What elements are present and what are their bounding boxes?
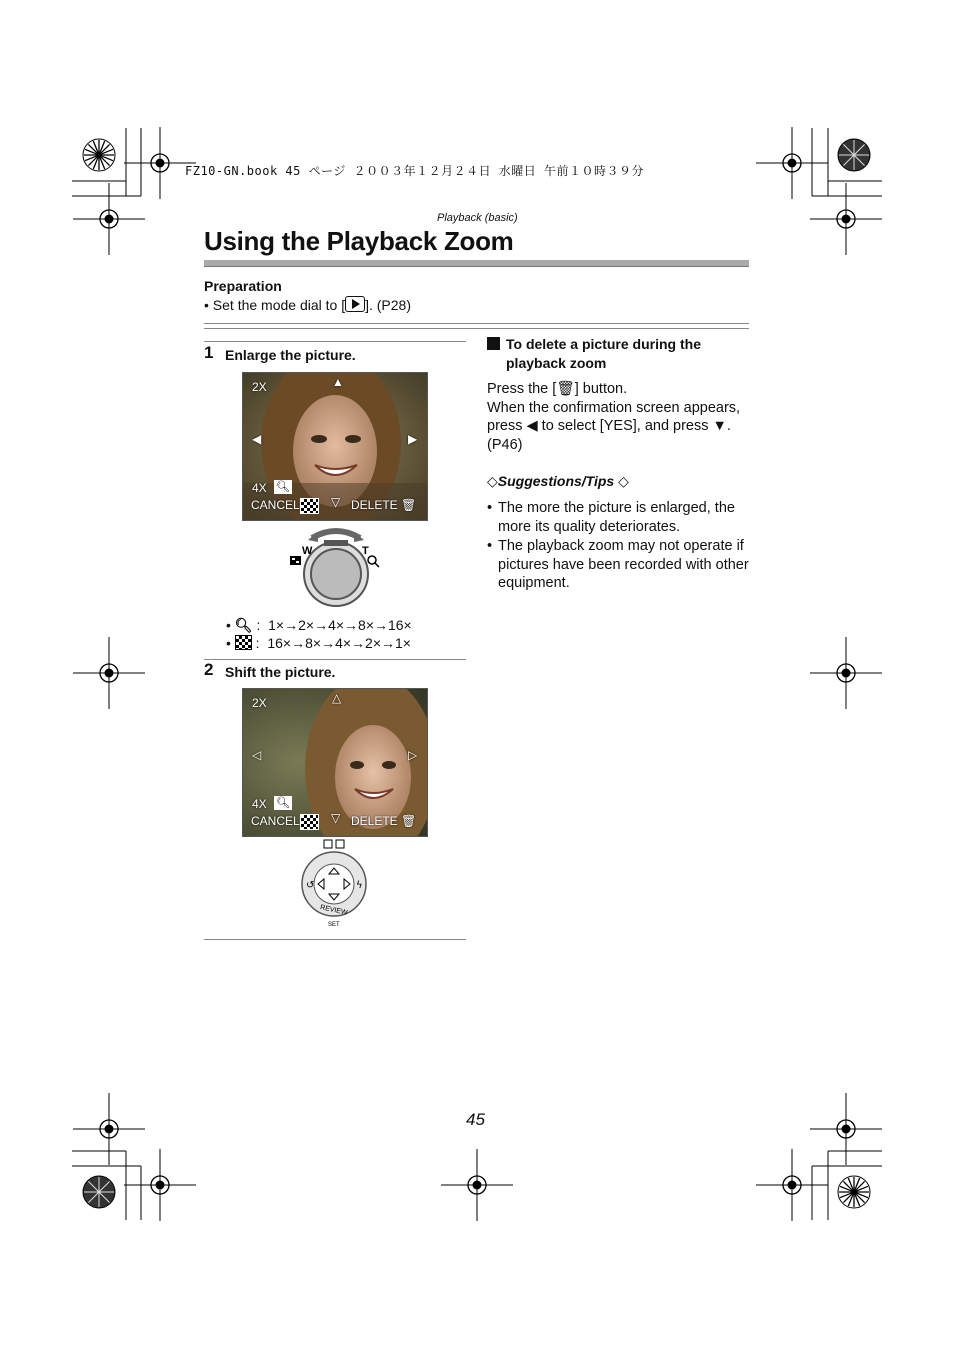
divider <box>204 323 749 324</box>
preparation-heading: Preparation <box>204 278 282 294</box>
delete-instructions <box>487 380 749 454</box>
page-title: Using the Playback Zoom <box>204 226 514 256</box>
thumbnail-icon <box>300 814 319 830</box>
cancel-label: CANCEL <box>251 814 300 828</box>
diamond-icon: ◇ <box>487 473 498 489</box>
arrow-left-icon: ◀ <box>252 432 262 446</box>
arrow-up-icon: △ <box>332 691 342 705</box>
delete-confirm-text: When the confirmation screen appears, press ◀ to select [YES], and press ▼. (P46) <box>487 399 741 453</box>
step1-text: Enlarge the picture. <box>225 347 356 363</box>
lever-t-label: T <box>362 545 369 557</box>
playback-mode-icon <box>345 296 365 312</box>
arrow-down-icon: ▽ <box>331 811 341 825</box>
zoom-out-sequence: • : 16×→8×→4×→2×→1× <box>226 635 411 651</box>
square-bullet-icon <box>487 337 500 350</box>
delete-label: DELETE <box>351 498 398 512</box>
trash-icon: 🗑︎ <box>556 381 575 397</box>
magnify-icon: 🔍︎ <box>234 617 253 633</box>
diamond-icon: ◇ <box>618 473 629 489</box>
section-label: Playback (basic) <box>437 212 518 224</box>
thumbnail-icon <box>235 635 252 650</box>
column-rule <box>204 939 466 940</box>
delete-label: DELETE <box>351 814 398 828</box>
tips-list <box>487 499 749 594</box>
zoom-in-label: 4X <box>252 797 267 811</box>
trash-icon: 🗑︎ <box>401 814 417 828</box>
review-label: REVIEW <box>319 904 348 917</box>
list-item: • The playback zoom may not operate if pictures have been recorded with other equipment. <box>487 537 749 593</box>
trash-icon: 🗑︎ <box>401 498 417 512</box>
zoom-in-label: 4X <box>252 481 267 495</box>
suggestions-heading: ◇Suggestions/Tips ◇ <box>487 473 629 489</box>
magnify-icon: 🔍︎ <box>274 796 292 810</box>
svg-text:ϟ: ϟ <box>356 880 363 891</box>
arrow-left-icon: ◁ <box>252 748 262 762</box>
page-number: 45 <box>466 1110 485 1129</box>
title-underline <box>204 260 749 267</box>
svg-text:↺: ↺ <box>306 880 315 891</box>
delete-press-text: Press the [🗑︎] button. <box>487 381 628 397</box>
list-item: • The more the picture is enlarged, the more its quality deteriorates. <box>487 499 749 536</box>
column-rule <box>204 659 466 660</box>
arrow-right-icon: ▶ <box>408 432 418 446</box>
step2-text: Shift the picture. <box>225 664 336 680</box>
arrow-down-icon: ▽ <box>331 495 341 509</box>
zoom-level: 2X <box>252 380 267 394</box>
zoom-level: 2X <box>252 696 267 710</box>
zoom-lever-diagram <box>284 522 384 610</box>
arrow-right-icon: ▷ <box>408 748 418 762</box>
zoom-in-sequence: • 🔍︎ : 1×→2×→4×→8×→16× <box>226 617 412 633</box>
lever-w-label: W <box>302 545 313 557</box>
step1-number: 1 <box>204 343 214 362</box>
lcd-screen-1 <box>242 372 428 521</box>
delete-heading: To delete a picture during the playback zoom <box>487 335 737 373</box>
thumbnail-icon <box>300 498 319 514</box>
cursor-pad-diagram <box>298 838 372 930</box>
lcd-screen-2 <box>242 688 428 837</box>
cancel-label: CANCEL <box>251 498 300 512</box>
divider <box>204 328 749 329</box>
step2-number: 2 <box>204 660 214 679</box>
magnify-icon: 🔍︎ <box>274 480 292 494</box>
arrow-up-icon: ▲ <box>332 375 344 389</box>
set-label: SET <box>328 922 340 928</box>
column-rule <box>204 341 466 342</box>
preparation-text: • Set the mode dial to [ ]. (P28) <box>204 297 411 313</box>
print-header: FZ10-GN.book 45 ページ ２００３年１２月２４日 水曜日 午前１０時３９分 <box>185 164 645 178</box>
